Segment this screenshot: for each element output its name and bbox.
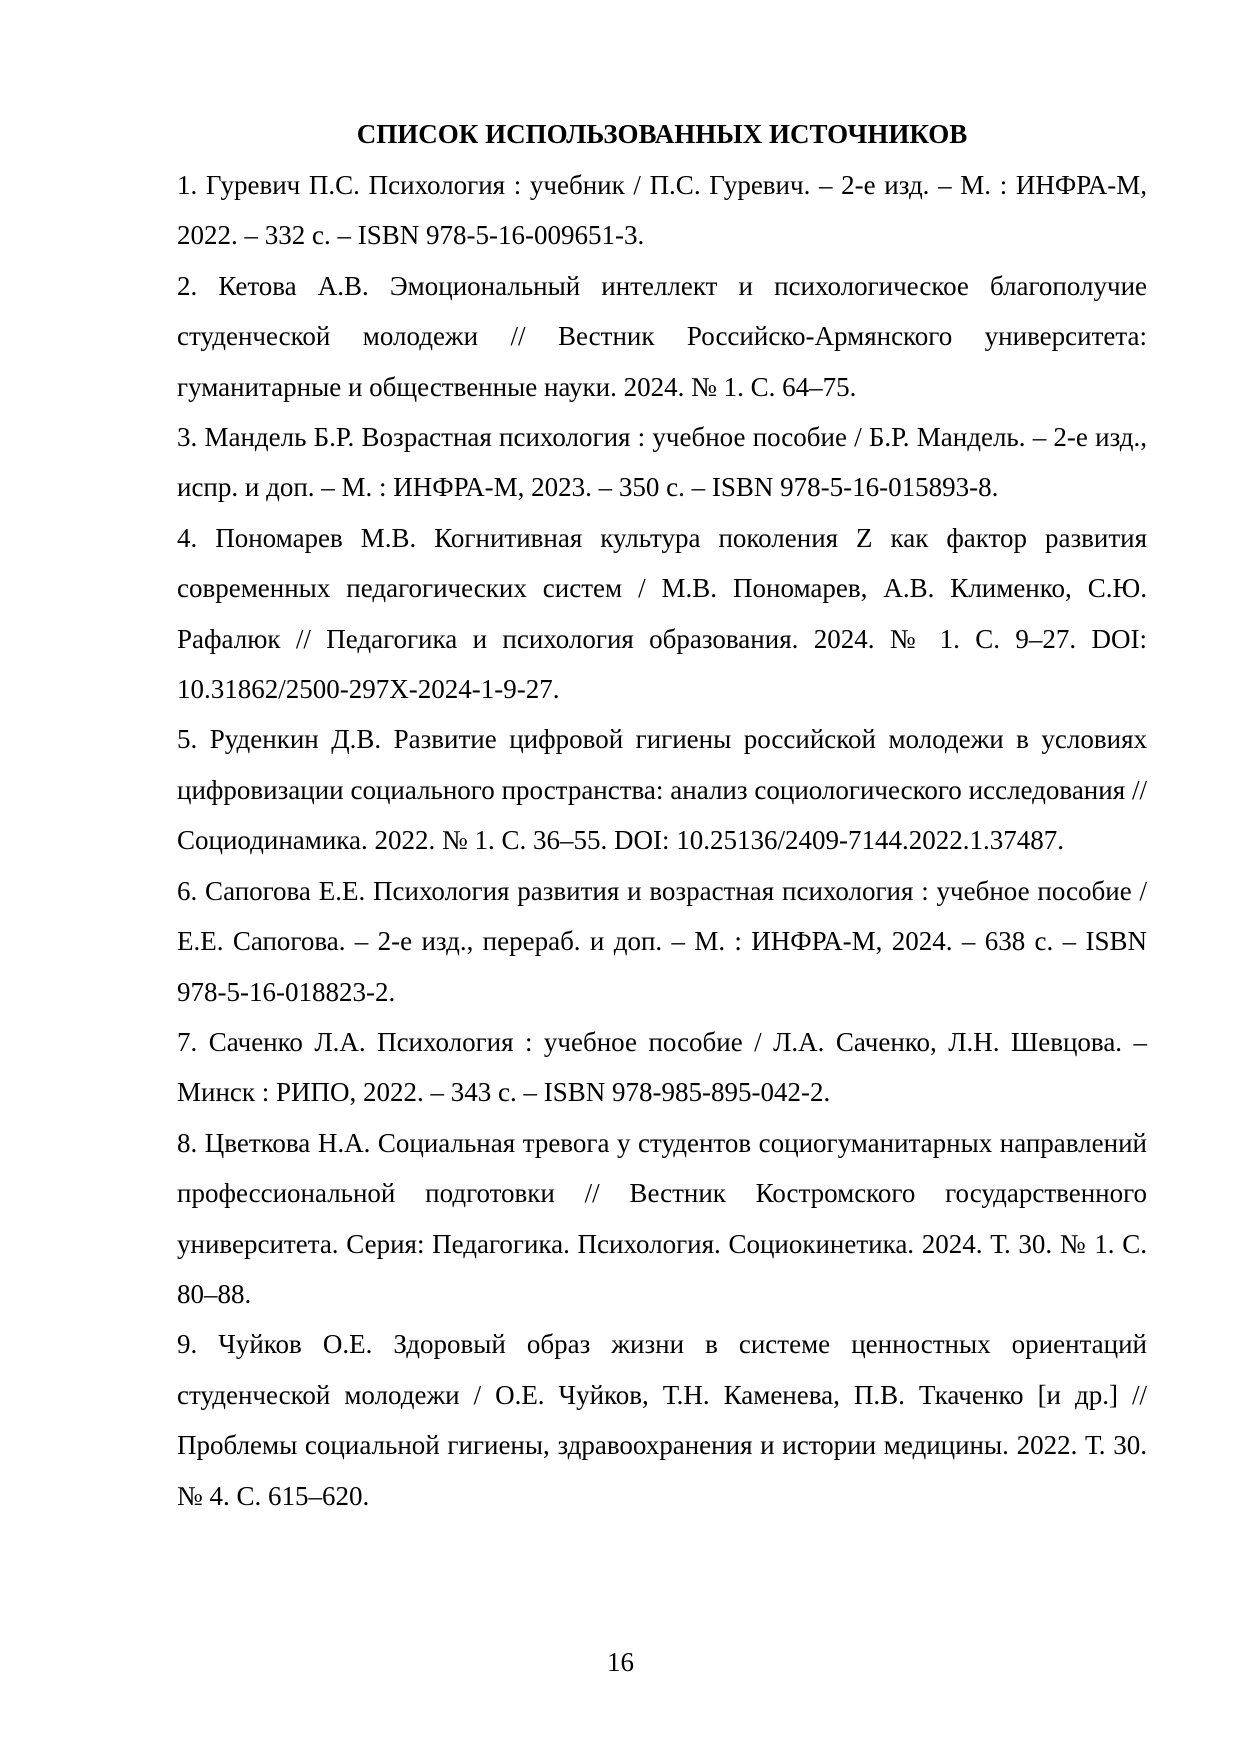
reference-item: 2. Кетова А.В. Эмоциональный интеллект и психологическое благополучие студенческой молодежи // Вестник Российско-Армянского университета: гуманитарные и общественные науки. 2024. № 1. С. 64–75. xyxy=(177,270,1147,402)
reference-item: 8. Цветкова Н.А. Социальная тревога у студентов социогуманитарных направлений профессиональной подготовки // Вестник Костромского государственного университета. Серия: Педагогика. Психология. Социокинетика. 2024. Т. 30. № 1. С. 80–88. xyxy=(177,1127,1147,1309)
reference-item: 3. Мандель Б.Р. Возрастная психология : учебное пособие / Б.Р. Мандель. – 2-е изд., испр. и доп. – М. : ИНФРА-М, 2023. – 350 с. – ISBN 978-5-16-015893-8. xyxy=(177,422,1147,503)
reference-item: 1. Гуревич П.С. Психология : учебник / П.С. Гуревич. – 2-е изд. – М. : ИНФРА-М, 2022. – 332 с. – ISBN 978-5-16-009651-3. xyxy=(177,170,1147,251)
reference-list xyxy=(177,160,1147,1521)
reference-item: 4. Пономарев М.В. Когнитивная культура поколения Z как фактор развития современных педагогических систем / М.В. Пономарев, А.В. Клименко, С.Ю. Рафалюк // Педагогика и психология образования. 2024. № 1. С. 9–27. DOI: 10.31862/2500-297X-2024-1-9-27. xyxy=(177,522,1147,705)
page-number: 16 xyxy=(607,1647,634,1677)
page-title: СПИСОК ИСПОЛЬЗОВАННЫХ ИСТОЧНИКОВ xyxy=(356,119,968,149)
reference-item: 6. Сапогова Е.Е. Психология развития и возрастная психология : учебное пособие / Е.Е. Сапогова. – 2-е изд., перераб. и доп. – М. : ИНФРА-М, 2024. – 638 с. – ISBN 978-5-16-018823-2. xyxy=(177,875,1147,1007)
reference-item: 7. Саченко Л.А. Психология : учебное пособие / Л.А. Саченко, Л.Н. Шевцова. – Минск : РИПО, 2022. – 343 с. – ISBN 978-985-895-042-2. xyxy=(177,1026,1147,1108)
reference-item: 5. Руденкин Д.В. Развитие цифровой гигиены российской молодежи в условиях цифровизации социального пространства: анализ социологического исследования // Социодинамика. 2022. № 1. С. 36–55. DOI: 10.25136/2409-7144.2022.1.37487. xyxy=(177,724,1147,856)
reference-item: 9. Чуйков О.Е. Здоровый образ жизни в системе ценностных ориентаций студенческой молодежи / О.Е. Чуйков, Т.Н. Каменева, П.В. Ткаченко [и др.] // Проблемы социальной гигиены, здравоохранения и истории медицины. 2022. Т. 30. № 4. С. 615–620. xyxy=(177,1329,1147,1511)
